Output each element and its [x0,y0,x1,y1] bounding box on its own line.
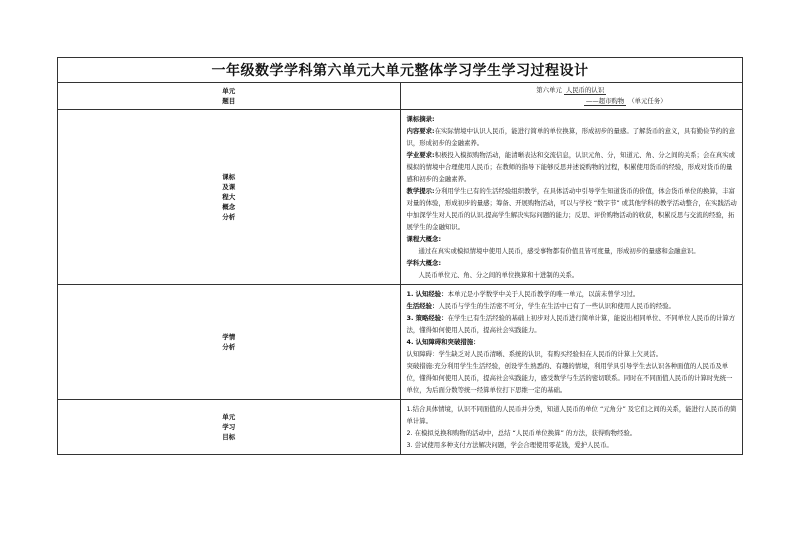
academic-requirement: 学业要求:积极投入模拟购物活动，能清晰表达和交流信息，认识元角、分，知道元、角、分之间的关系；会在真实或模拟的情境中合理使用人民币；在教师的指导下能够反思并述说购物的过程，积累使用货币的经验，形成对货币的量感和初步的金融素养。 [406,151,735,183]
title-row [58,58,743,83]
goals-content [400,400,743,455]
unit-title-line-2: ——超市购物 （单元任务） [585,97,667,105]
design-table [57,57,743,455]
subject-concept-heading: 学科大概念: [406,259,442,267]
teaching-tip: 教学提示:分利用学生已有的生活经验组织教学，在具体活动中引导学生知道货币的价值，体会货币单位的换算，丰富对量的体验，形成初步的量感；筹备、开展购物活动，可以与学校 “数字节” 或其他学科的教学活动整合，在实践活动中加深学生对人民币的认识,提高学生解决实际问题的能力；反思、评价购物活动的收获，积累反思与交流的经验，拓展学生的金融知识。 [406,187,737,231]
cognitive-experience: 1. 认知经验：本单元是小学数学中关于人民币教学的唯一单元，以前未曾学习过。 [406,290,640,298]
goals-label: 单元 学习 目标 [58,400,401,455]
curriculum-content [400,110,743,285]
subject-concept-text: 人民币单位元、角、分之间的单位换算和十进制的关系。 [418,271,579,279]
goal-item: 3. 尝试使用多种支付方法解决问题，学会合理使用零花钱，爱护人民币。 [406,441,613,449]
strategy-experience: 3. 策略经验：在学生已有生活经验的基础上初步对人民币进行简单计算，能说出相同单位、不同单位人民币的计算方法，懂得如何使用人民币，提高社会实践能力。 [406,314,736,334]
goals-row [58,400,743,455]
student-analysis-label: 学情 分析 [58,285,401,400]
goal-item: 2. 在模拟兑换和购物的活动中，总结 “人民币单位换算” 的方法，获得购物经验。 [406,429,637,437]
curriculum-row [58,110,743,285]
document-title: 一年级数学学科第六单元大单元整体学习学生学习过程设计 [58,58,743,83]
course-concept-heading: 课程大概念: [406,235,442,243]
goal-item: 1.结合具体情境，认识不同面值的人民币并分类，知道人民币的单位 “元角分” 及它们之间的关系，能进行人民币的简单计算。 [406,405,737,425]
unit-title-line-1: 第六单元 人民币的认识 [536,86,605,94]
student-analysis-content [400,285,743,400]
course-concept-text: 通过在真实或模拟情境中使用人民币，感受事物都有价值且皆可度量，形成初步的量感和金融意识。 [418,247,700,255]
obstacles-heading: 4. 认知障碍和突破措施： [406,338,480,346]
cognitive-obstacle: 认知障碍：学生缺乏对人民币清晰、系统的认识，有购买经验但在人民币的计算上欠灵活。 [406,350,663,358]
unit-title-row [58,83,743,110]
content-requirement: 内容要求:在实际情境中认识人民币，能进行简单的单位换算，形成初步的量感。了解货币的意义，具有勤俭节约的意识，形成初步的金融素养。 [406,127,735,147]
unit-title-content [400,83,743,110]
breakthrough-measures: 突破措施:充分利用学生生活经验，创设学生熟悉的、有趣的情境，利用学具引导学生去认识各种面值的人民币及单位，懂得如何使用人民币，提高社会实践能力，感受数学与生活的密切联系。同时在不同面值人民币的计算时先统一单位，为后面分数等统一经算单位打下思维一定的基础。 [406,362,733,394]
unit-title-label: 单元 题目 [58,83,401,110]
curriculum-label: 课标 及课 程大 概念 分析 [58,110,401,285]
student-analysis-row [58,285,743,400]
document-page [57,57,743,455]
life-experience: 生活经验：人民币与学生的生活密不可分，学生在生活中已有了一些认识和使用人民币的经验。 [406,302,675,310]
standard-heading: 课标摘录: [406,115,435,123]
